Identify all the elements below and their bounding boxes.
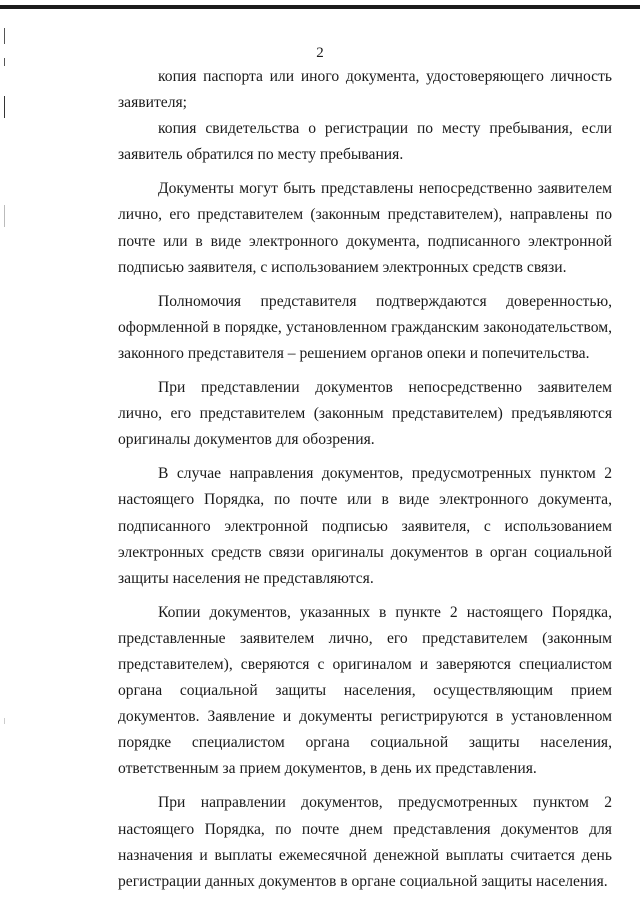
scan-top-border [0,5,640,9]
paragraph-submission-methods: Документы могут быть представлены непосредственно заявителем лично, его представителем (законным представителем), направлены по почте или в виде электронного документа, подписанного электронной подписью заявителя, с использованием электронных средств связи. [118,180,612,276]
paragraph-originals-presentation: При представлении документов непосредственно заявителем лично, его представителем (законным представителем) предъявляются оригиналы документов для обозрения. [118,379,612,449]
paragraph-mail-originals: В случае направления документов, предусмотренных пунктом 2 настоящего Порядка, по почте или в виде электронного документа, подписанного электронной подписью заявителя, с использованием электронных средств связи оригиналы документов в орган социальной защиты населения не представляются. [118,465,612,587]
scan-edge-mark [4,718,5,724]
page-number: 2 [316,45,324,61]
paragraph-mail-submission-date: При направлении документов, предусмотренных пунктом 2 настоящего Порядка, по почте днем представления документов для назначения и выплаты ежемесячной денежной выплаты считается день регистрации данных документов в органе социальной защиты населения. [118,794,612,890]
paragraph-passport-copy: копия паспорта или иного документа, удостоверяющего личность заявителя; [118,68,612,112]
document-body [118,64,612,895]
paragraph-registration-copy: копия свидетельства о регистрации по месту пребывания, если заявитель обратился по месту пребывания. [118,120,612,164]
paragraph-representative-powers: Полномочия представителя подтверждаются доверенностью, оформленной в порядке, установленном гражданским законодательством, законного представителя – решением органов опеки и попечительства. [118,292,612,362]
scan-edge-mark [4,205,5,227]
scan-edge-mark [4,28,5,44]
scan-edge-mark [4,96,5,118]
paragraph-copies-verification: Копии документов, указанных в пункте 2 настоящего Порядка, представленные заявителем лично, его представителем (законным представителем), сверяются с оригиналом и заверяются специалистом органа социальной защиты населения, осуществляющим прием документов. Заявление и документы регистрируются в установленном порядке специалистом органа социальной защиты населения, ответственным за прием документов, в день их представления. [118,603,612,778]
